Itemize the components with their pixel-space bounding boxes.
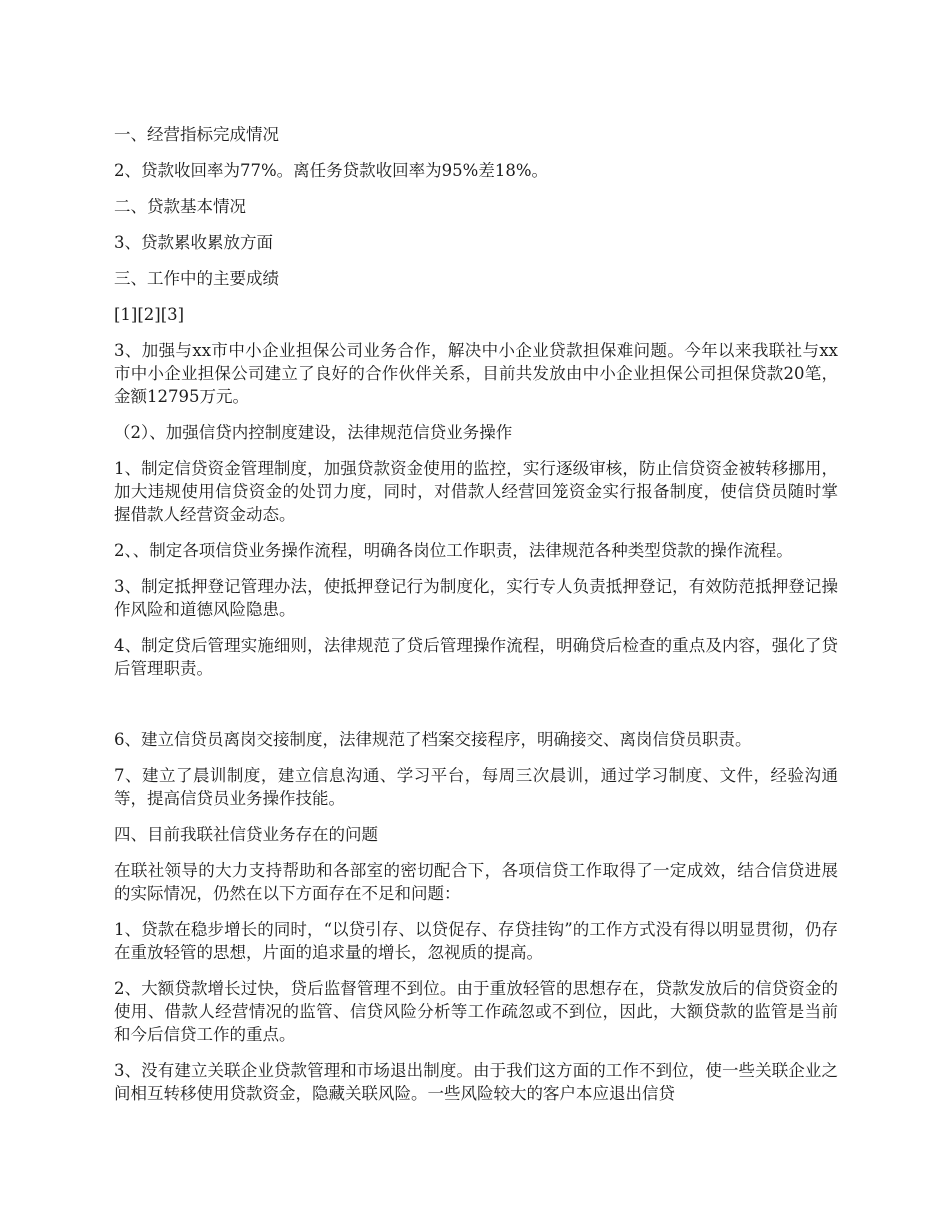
section-heading-1: 一、经营指标完成情况 xyxy=(114,125,279,144)
section-heading-3: 三、工作中的主要成绩 xyxy=(114,269,279,288)
blank-gap xyxy=(114,693,838,728)
paragraph: 在联社领导的大力支持帮助和各部室的密切配合下，各项信贷工作取得了一定成效，结合信贷进展的实际情况，仍然在以下方面存在不足和问题： xyxy=(114,861,838,903)
paragraph: 3、制定抵押登记管理办法，使抵押登记行为制度化，实行专人负责抵押登记，有效防范抵押登记操作风险和道德风险隐患。 xyxy=(114,577,838,619)
subsection-heading: （2）、加强信贷内控制度建设，法律规范信贷业务操作 xyxy=(114,423,513,442)
paragraph: 3、没有建立关联企业贷款管理和市场退出制度。由于我们这方面的工作不到位，使一些关联企业之间相互转移使用贷款资金，隐藏关联风险。一些风险较大的客户本应退出信贷 xyxy=(114,1061,838,1103)
paragraph: 1、贷款在稳步增长的同时，“以贷引存、以贷促存、存贷挂钩”的工作方式没有得以明显贯彻，仍存在重放轻管的思想，片面的追求量的增长，忽视质的提高。 xyxy=(114,920,838,962)
reference-links: [1][2][3] xyxy=(114,305,185,324)
paragraph: 2、、制定各项信贷业务操作流程，明确各岗位工作职责，法律规范各种类型贷款的操作流程。 xyxy=(114,541,793,560)
section-heading-2: 二、贷款基本情况 xyxy=(114,197,246,216)
paragraph: 2、大额贷款增长过快，贷后监督管理不到位。由于重放轻管的思想存在，贷款发放后的信贷资金的使用、借款人经营情况的监管、信贷风险分析等工作疏忽或不到位，因此，大额贷款的监管是当前和今后信贷工作的重点。 xyxy=(114,979,838,1044)
document-body xyxy=(114,123,838,1118)
paragraph: 6、建立信贷员离岗交接制度，法律规范了档案交接程序，明确接交、离岗信贷员职责。 xyxy=(114,730,752,749)
paragraph: 7、建立了晨训制度，建立信息沟通、学习平台，每周三次晨训，通过学习制度、文件，经验沟通等，提高信贷员业务操作技能。 xyxy=(114,766,838,808)
paragraph: 2、贷款收回率为77%。离任务贷款收回率为95%差18%。 xyxy=(114,161,549,180)
section-heading-4: 四、目前我联社信贷业务存在的问题 xyxy=(114,825,378,844)
paragraph: 4、制定贷后管理实施细则，法律规范了贷后管理操作流程，明确贷后检查的重点及内容，强化了贷后管理职责。 xyxy=(114,636,838,678)
paragraph: 3、贷款累收累放方面 xyxy=(114,233,273,252)
paragraph: 3、加强与xx市中小企业担保公司业务合作，解决中小企业贷款担保难问题。今年以来我联社与xx市中小企业担保公司建立了良好的合作伙伴关系，目前共发放由中小企业担保公司担保贷款20笔，金额12795万元。 xyxy=(114,341,838,406)
paragraph: 1、制定信贷资金管理制度，加强贷款资金使用的监控，实行逐级审核，防止信贷资金被转移挪用，加大违规使用信贷资金的处罚力度，同时，对借款人经营回笼资金实行报备制度，使信贷员随时掌握借款人经营资金动态。 xyxy=(114,459,838,524)
